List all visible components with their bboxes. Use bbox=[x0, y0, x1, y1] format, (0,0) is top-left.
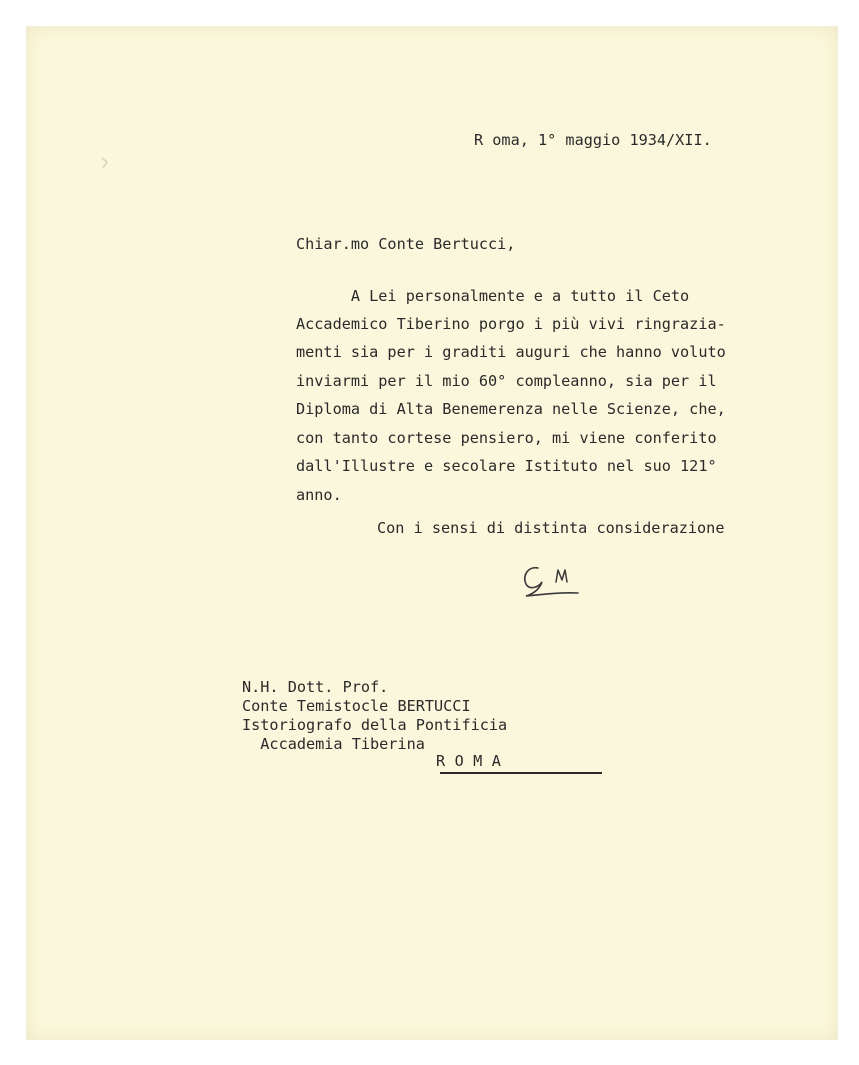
address-line: Conte Temistocle BERTUCCI bbox=[242, 697, 471, 715]
letter-sheet bbox=[26, 26, 838, 1040]
body-line: Accademico Tiberino porgo i più vivi ringrazia- bbox=[296, 315, 726, 333]
address-line: Accademia Tiberina bbox=[242, 735, 425, 753]
body-line: A Lei personalmente e a tutto il Ceto bbox=[296, 287, 690, 305]
date-line: R oma, 1° maggio 1934/XII. bbox=[474, 131, 712, 149]
paper-crease-mark bbox=[100, 156, 110, 170]
city-underline bbox=[440, 772, 602, 774]
body-line: dall'Illustre e secolare Istituto nel suo 121° bbox=[296, 457, 717, 475]
address-city: ROMA bbox=[436, 752, 511, 770]
body-line: con tanto cortese pensiero, mi viene conferito bbox=[296, 429, 717, 447]
closing-line: Con i sensi di distinta considerazione bbox=[377, 519, 725, 537]
body-line: menti sia per i graditi auguri che hanno voluto bbox=[296, 343, 726, 361]
body-line: anno. bbox=[296, 486, 342, 504]
address-line: Istoriografo della Pontificia bbox=[242, 716, 508, 734]
body-line: inviarmi per il mio 60° compleanno, sia per il bbox=[296, 372, 717, 390]
address-line: N.H. Dott. Prof. bbox=[242, 678, 389, 696]
body-line: Diploma di Alta Benemerenza nelle Scienze, che, bbox=[296, 400, 726, 418]
salutation: Chiar.mo Conte Bertucci, bbox=[296, 235, 516, 253]
handwritten-signature bbox=[516, 558, 596, 603]
